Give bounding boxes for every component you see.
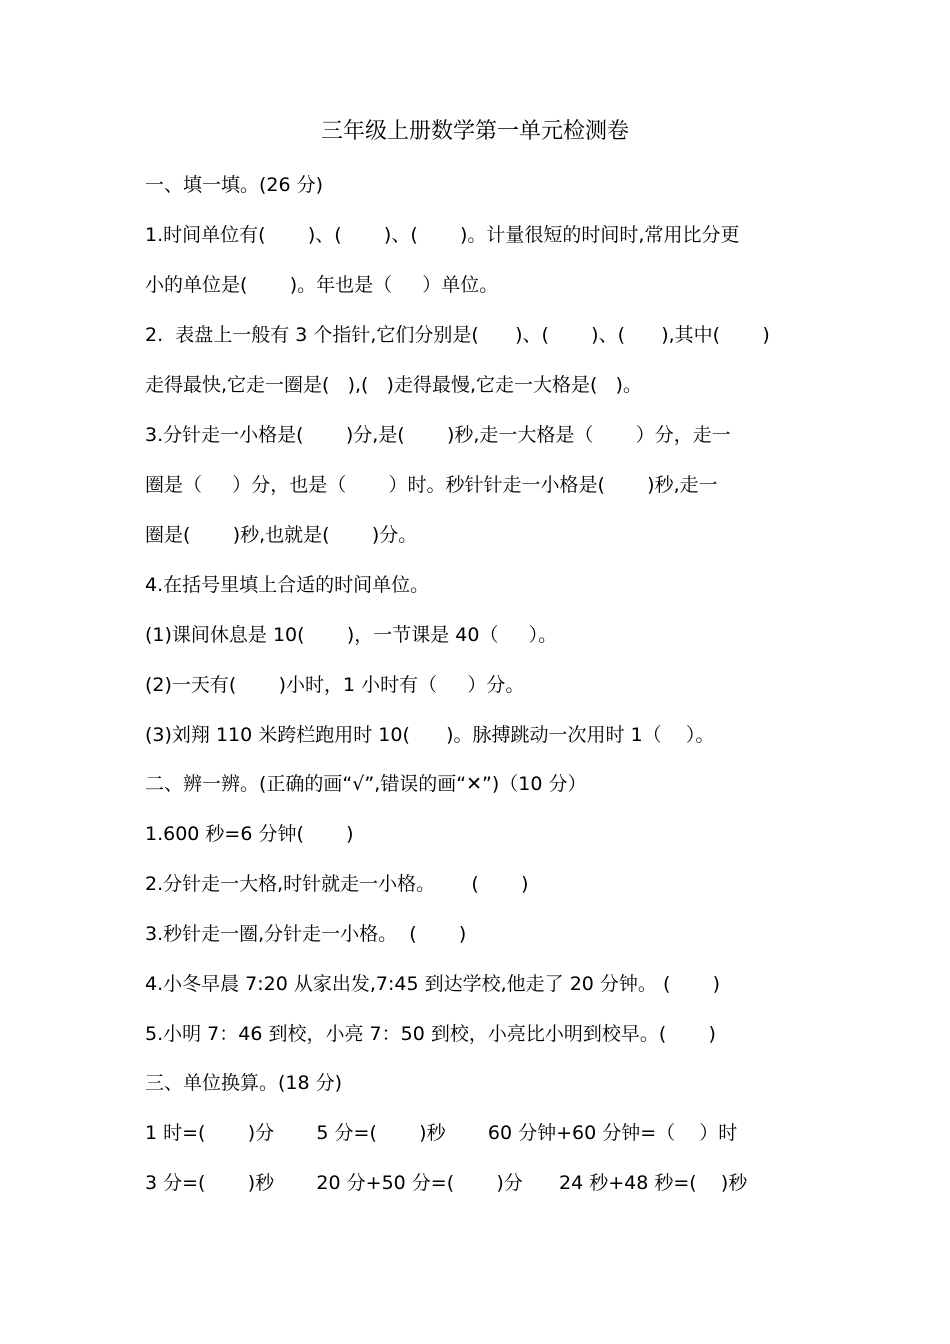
question-2-line-2: 走得最快,它走一圈是( ),( )走得最慢,它走一大格是( )。 bbox=[145, 374, 642, 396]
judge-item-1: 1.600 秒=6 分钟( ) bbox=[145, 823, 354, 845]
question-1-line-1: 1.时间单位有( )、( )、( )。计量很短的时间时,常用比分更 bbox=[145, 224, 740, 246]
section1-heading: 一、填一填。(26 分) bbox=[145, 174, 324, 196]
question-1-line-2: 小的单位是( )。年也是（ ）单位。 bbox=[145, 274, 499, 296]
question-3-line-1: 3.分针走一小格是( )分,是( )秒,走一大格是（ ）分，走一 bbox=[145, 424, 731, 446]
page-title: 三年级上册数学第一单元检测卷 bbox=[320, 119, 629, 144]
question-2-line-1: 2. 表盘上一般有 3 个指针,它们分别是( )、( )、( ),其中( ) bbox=[145, 324, 770, 346]
conversion-row-2: 3 分=( )秒 20 分+50 分=( )分 24 秒+48 秒=( )秒 bbox=[145, 1172, 748, 1194]
judge-item-2: 2.分针走一大格,时针就走一小格。 ( ) bbox=[145, 873, 529, 895]
section2-heading: 二、辨一辨。(正确的画“√”,错误的画“✕”)（10 分） bbox=[145, 773, 587, 795]
judge-item-4: 4.小冬早晨 7:20 从家出发,7:45 到达学校,他走了 20 分钟。 ( ) bbox=[145, 973, 721, 995]
section3-heading: 三、单位换算。(18 分) bbox=[145, 1072, 343, 1094]
question-4-intro: 4.在括号里填上合适的时间单位。 bbox=[145, 574, 430, 596]
judge-item-3: 3.秒针走一圈,分针走一小格。 ( ) bbox=[145, 923, 467, 945]
question-3-line-2: 圈是（ ）分，也是（ ）时。秒针针走一小格是( )秒,走一 bbox=[145, 474, 718, 496]
question-4-item-3: (3)刘翔 110 米跨栏跑用时 10( )。脉搏跳动一次用时 1（ ）。 bbox=[145, 724, 715, 746]
question-4-item-1: (1)课间休息是 10( )，一节课是 40（ ）。 bbox=[145, 624, 558, 646]
question-4-item-2: (2)一天有( )小时，1 小时有（ ）分。 bbox=[145, 674, 525, 696]
conversion-row-1: 1 时=( )分 5 分=( )秒 60 分钟+60 分钟=（ ）时 bbox=[145, 1122, 738, 1144]
question-3-line-3: 圈是( )秒,也就是( )分。 bbox=[145, 524, 418, 546]
judge-item-5: 5.小明 7：46 到校，小亮 7：50 到校，小亮比小明到校早。( ) bbox=[145, 1023, 716, 1045]
